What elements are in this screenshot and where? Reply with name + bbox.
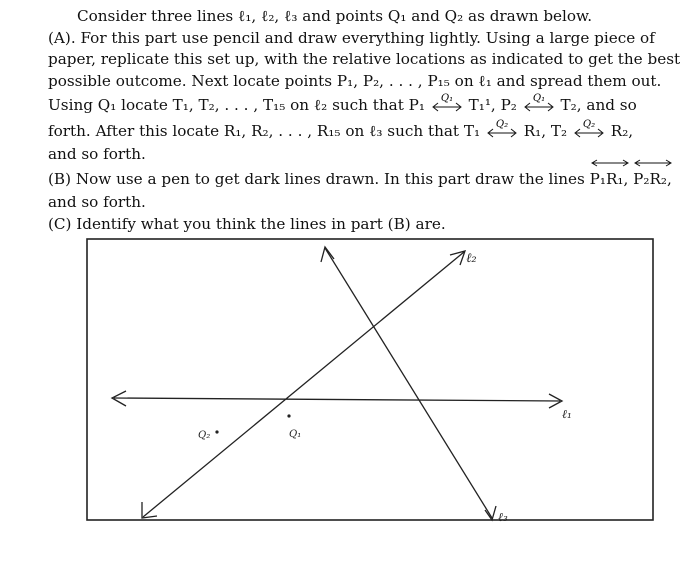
point-q2	[215, 430, 218, 433]
label-l1: ℓ₁	[562, 407, 572, 421]
arrow-over-q1: Q₁	[532, 93, 545, 105]
figure-border	[87, 239, 653, 520]
partC-line: (C) Identify what you think the lines in part (B) are.	[48, 214, 446, 233]
label-l3: ℓ₃	[498, 510, 508, 522]
partA-line-6: and so forth.	[48, 145, 146, 164]
partB-line-1: (B) Now use a pen to get dark lines drawn. In this part draw the lines P₁R₁, P₂R₂,	[48, 166, 644, 192]
line-l1	[114, 398, 560, 401]
double-arrow-icon	[522, 93, 556, 113]
point-q1	[287, 414, 290, 417]
line-l2	[143, 252, 464, 517]
double-arrow-icon	[572, 119, 606, 139]
overline-arrow-icon	[633, 159, 673, 167]
line-p1r1: P₁R₁	[590, 166, 624, 192]
partA-line-5: forth. After this locate R₁, R₂, . . . , R₁₅ on ℓ₃ such that T₁ Q₂ R₁, T₂ Q₂ R₂,	[48, 119, 634, 141]
label-l2: ℓ₂	[466, 251, 477, 266]
arrowhead-l3-bottom	[485, 506, 496, 520]
label-q2: Q₂	[198, 430, 211, 441]
lines-figure	[86, 238, 656, 522]
line-p2r2: P₂R₂	[633, 166, 667, 192]
partA-line-2: paper, replicate this set up, with the relative locations as indicated to get the best	[48, 50, 681, 69]
double-arrow-icon	[485, 119, 519, 139]
partA-line-4: Using Q₁ locate T₁, T₂, . . . , T₁₅ on ℓ₂ such that P₁ Q₁ T₁¹, P₂ Q₁ T₂, and so	[48, 93, 637, 115]
label-q1: Q₁	[289, 429, 302, 440]
arrow-over-q1: Q₁	[440, 93, 453, 105]
partA-line-3: possible outcome. Next locate points P₁, P₂, . . . , P₁₅ on ℓ₁ and spread them out.	[48, 71, 662, 90]
problem-text	[48, 6, 681, 235]
overline-arrow-icon	[590, 159, 630, 167]
partA-line-1: (A). For this part use pencil and draw everything lightly. Using a large piece of	[48, 28, 655, 47]
arrow-over-q2: Q₂	[495, 119, 508, 131]
line-l3	[325, 248, 492, 518]
double-arrow-icon	[430, 93, 464, 113]
arrow-over-q2: Q₂	[582, 119, 596, 131]
intro-line: Consider three lines ℓ₁, ℓ₂, ℓ₃ and points Q₁ and Q₂ as drawn below.	[77, 7, 593, 25]
partB-line-2: and so forth.	[48, 192, 146, 211]
